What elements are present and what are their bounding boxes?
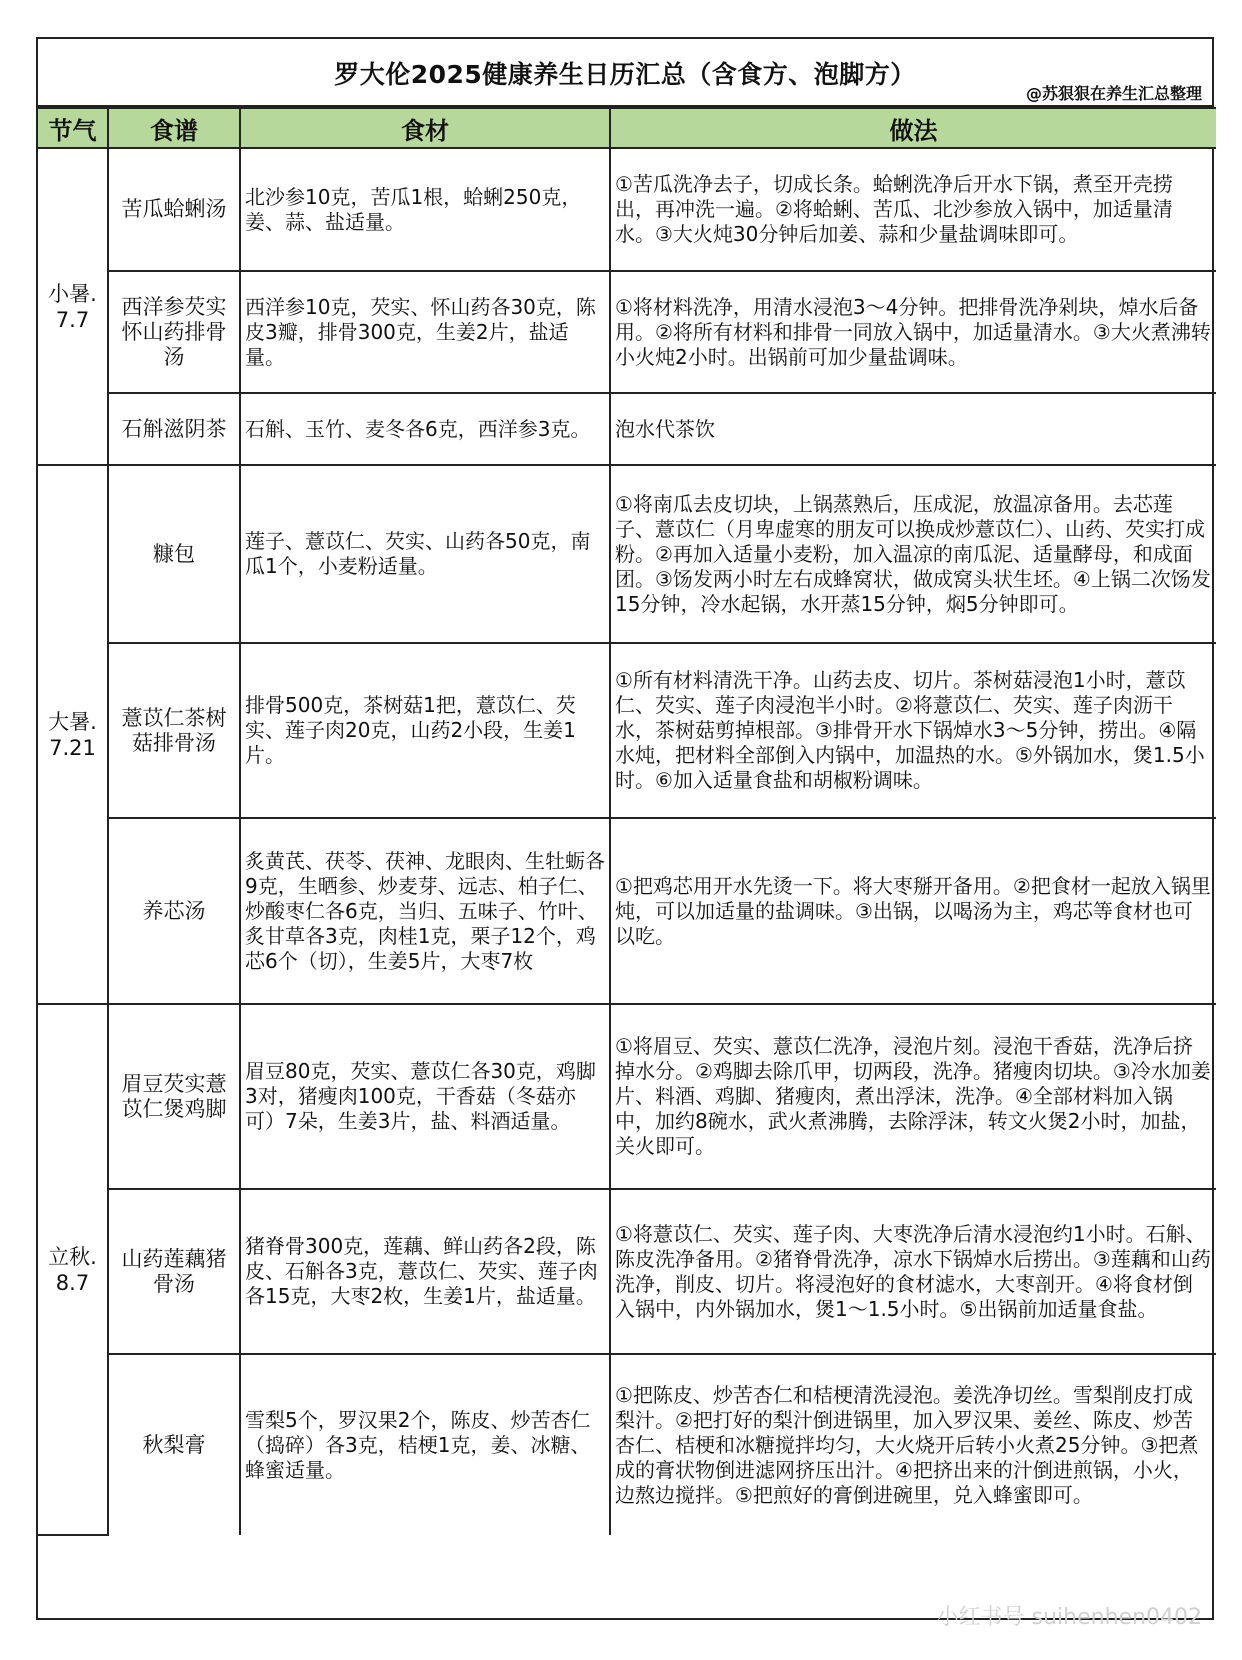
table-row <box>38 818 1216 1004</box>
ingredients-cell: 猪脊骨300克，莲藕、鲜山药各2段，陈皮、石斛各3克，薏苡仁、芡实、莲子肉各15克，大枣2枚，生姜1片，盐适量。 <box>240 1189 610 1354</box>
recipe-name: 眉豆芡实薏苡仁煲鸡脚 <box>108 1004 240 1189</box>
ingredients-cell: 西洋参10克，芡实、怀山药各30克，陈皮3瓣，排骨300克，生姜2片，盐适量。 <box>240 271 610 393</box>
table-row <box>38 643 1216 818</box>
ingredients-cell: 石斛、玉竹、麦冬各6克，西洋参3克。 <box>240 393 610 465</box>
table-row <box>38 1004 1216 1189</box>
table-row <box>38 393 1216 465</box>
column-header-term: 节气 <box>38 108 108 148</box>
recipe-name: 养芯汤 <box>108 818 240 1004</box>
ingredients-cell: 排骨500克，茶树菇1把，薏苡仁、芡实、莲子肉20克，山药2小段，生姜1片。 <box>240 643 610 818</box>
recipe-name: 糠包 <box>108 465 240 643</box>
table-row <box>38 148 1216 271</box>
table-row <box>38 1189 1216 1354</box>
recipe-name: 秋梨膏 <box>108 1354 240 1535</box>
recipe-name: 苦瓜蛤蜊汤 <box>108 148 240 271</box>
method-cell: ①将薏苡仁、芡实、莲子肉、大枣洗净后清水浸泡约1小时。石斛、陈皮洗净备用。②猪脊骨洗净，凉水下锅焯水后捞出。③莲藕和山药洗净，削皮、切片。将浸泡好的食材滤水，大枣剖开。④将食材倒入锅中，内外锅加水，煲1～1.5小时。⑤出锅前加适量食盐。 <box>610 1189 1216 1354</box>
column-header-recipe: 食谱 <box>108 108 240 148</box>
solar-term-cell <box>38 1004 108 1535</box>
recipe-name: 薏苡仁茶树菇排骨汤 <box>108 643 240 818</box>
recipe-name: 石斛滋阴茶 <box>108 393 240 465</box>
method-cell: ①所有材料清洗干净。山药去皮、切片。茶树菇浸泡1小时，薏苡仁、芡实、莲子肉浸泡半小时。②将薏苡仁、芡实、莲子肉沥干水，茶树菇剪掉根部。③排骨开水下锅焯水3～5分钟，捞出。④隔水炖，把材料全部倒入内锅中，加温热的水。⑤外锅加水，煲1.5小时。⑥加入适量食盐和胡椒粉调味。 <box>610 643 1216 818</box>
recipe-name: 西洋参芡实怀山药排骨汤 <box>108 271 240 393</box>
column-header-method: 做法 <box>610 108 1216 148</box>
recipe-table <box>38 107 1216 1536</box>
recipe-name: 山药莲藕猪骨汤 <box>108 1189 240 1354</box>
credit-text: @苏狠狠在养生汇总整理 <box>1025 84 1202 103</box>
ingredients-cell: 北沙参10克，苦瓜1根，蛤蜊250克，姜、蒜、盐适量。 <box>240 148 610 271</box>
method-cell: ①把鸡芯用开水先烫一下。将大枣掰开备用。②把食材一起放入锅里炖，可以加适量的盐调味。③出锅，以喝汤为主，鸡芯等食材也可以吃。 <box>610 818 1216 1004</box>
ingredients-cell: 莲子、薏苡仁、芡实、山药各50克，南瓜1个，小麦粉适量。 <box>240 465 610 643</box>
ingredients-cell: 眉豆80克，芡实、薏苡仁各30克，鸡脚3对，猪瘦肉100克，干香菇（冬菇亦可）7朵，生姜3片，盐、料酒适量。 <box>240 1004 610 1189</box>
solar-term-label: 立秋. 8.7 <box>48 1244 97 1295</box>
solar-term-cell <box>38 148 108 465</box>
method-cell: ①将材料洗净，用清水浸泡3～4分钟。把排骨洗净剁块，焯水后备用。②将所有材料和排骨一同放入锅中，加适量清水。③大火煮沸转小火炖2小时。出锅前可加少量盐调味。 <box>610 271 1216 393</box>
table-header-row <box>38 108 1216 148</box>
table-row <box>38 465 1216 643</box>
recipe-calendar-sheet <box>36 37 1214 1620</box>
method-cell: ①将南瓜去皮切块，上锅蒸熟后，压成泥，放温凉备用。去芯莲子、薏苡仁（月卑虚寒的朋友可以换成炒薏苡仁）、山药、芡实打成粉。②再加入适量小麦粉，加入温凉的南瓜泥、适量酵母，和成面团。③饧发两小时左右成蜂窝状，做成窝头状生坯。④上锅二次饧发15分钟，冷水起锅，水开蒸15分钟，焖5分钟即可。 <box>610 465 1216 643</box>
table-row <box>38 1354 1216 1535</box>
ingredients-cell: 炙黄芪、茯苓、茯神、龙眼肉、生牡蛎各9克，生晒参、炒麦芽、远志、柏子仁、炒酸枣仁各6克，当归、五味子、竹叶、炙甘草各3克，肉桂1克，栗子12个，鸡芯6个（切），生姜5片，大枣7枚 <box>240 818 610 1004</box>
method-cell: ①把陈皮、炒苦杏仁和桔梗清洗浸泡。姜洗净切丝。雪梨削皮打成梨汁。②把打好的梨汁倒进锅里，加入罗汉果、姜丝、陈皮、炒苦杏仁、桔梗和冰糖搅拌均匀，大火烧开后转小火煮25分钟。③把煮成的膏状物倒进滤网挤压出汁。④把挤出来的汁倒进煎锅，小火，边熬边搅拌。⑤把煎好的膏倒进碗里，兑入蜂蜜即可。 <box>610 1354 1216 1535</box>
solar-term-label: 大暑. 7.21 <box>48 709 97 760</box>
solar-term-cell <box>38 465 108 1004</box>
table-row <box>38 271 1216 393</box>
page-title: 罗大伦2025健康养生日历汇总（含食方、泡脚方） <box>334 60 916 89</box>
method-cell: ①将眉豆、芡实、薏苡仁洗净，浸泡片刻。浸泡干香菇，洗净后挤掉水分。②鸡脚去除爪甲，切两段，洗净。猪瘦肉切块。③冷水加姜片、料酒、鸡脚、猪瘦肉，煮出浮沫，洗净。④全部材料加入锅中，加约8碗水，武火煮沸腾，去除浮沫，转文火煲2小时，加盐，关火即可。 <box>610 1004 1216 1189</box>
column-header-ingredients: 食材 <box>240 108 610 148</box>
solar-term-label: 小暑. 7.7 <box>48 281 97 332</box>
method-cell: ①苦瓜洗净去子，切成长条。蛤蜊洗净后开水下锅，煮至开壳捞出，再冲洗一遍。②将蛤蜊、苦瓜、北沙参放入锅中，加适量清水。③大火炖30分钟后加姜、蒜和少量盐调味即可。 <box>610 148 1216 271</box>
method-cell: 泡水代茶饮 <box>610 393 1216 465</box>
title-row <box>38 39 1212 107</box>
ingredients-cell: 雪梨5个，罗汉果2个，陈皮、炒苦杏仁（捣碎）各3克，桔梗1克，姜、冰糖、蜂蜜适量。 <box>240 1354 610 1535</box>
watermark-text: 小红书号 suihenhen0402 <box>936 1605 1202 1630</box>
